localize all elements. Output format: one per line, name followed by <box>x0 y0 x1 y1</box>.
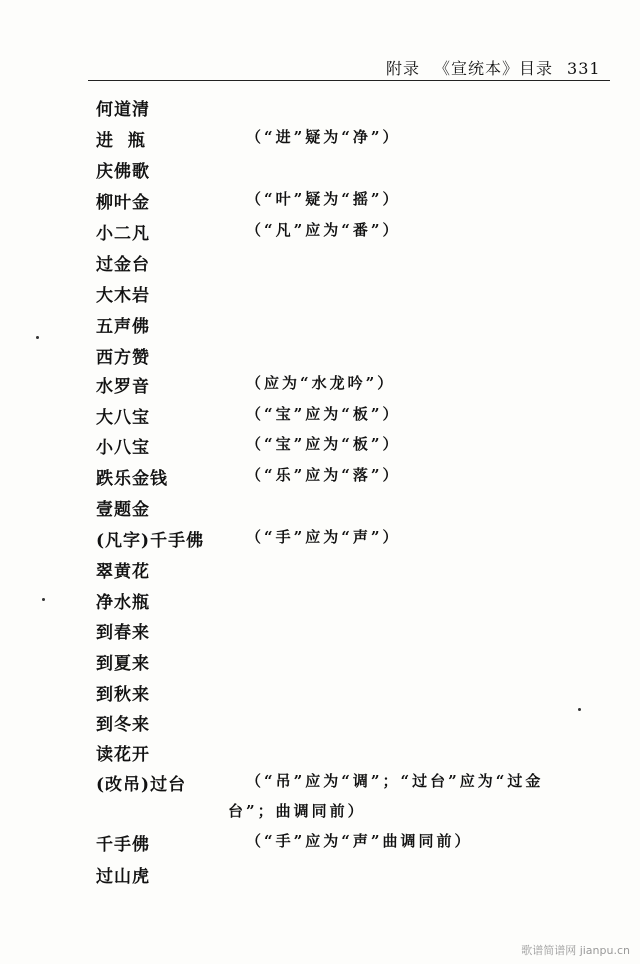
list-item <box>0 250 640 280</box>
tune-name: 跌乐金钱 <box>96 469 168 489</box>
tune-name: 水罗音 <box>96 377 150 397</box>
print-speck <box>36 336 39 339</box>
tune-note: （应为“水龙吟”） <box>246 374 396 392</box>
tune-name: 到秋来 <box>96 685 150 705</box>
tune-name: 五声佛 <box>96 317 150 337</box>
print-speck <box>578 708 581 711</box>
tune-name: 西方赞 <box>96 348 150 368</box>
list-item <box>0 126 640 156</box>
page-number: 331 <box>567 59 601 78</box>
list-item <box>0 526 640 556</box>
tune-note: （“手”应为“声”曲调同前） <box>246 832 473 850</box>
print-speck <box>42 598 45 601</box>
list-item <box>0 588 640 618</box>
tune-note: （“手”应为“声”） <box>246 528 401 546</box>
tune-note: （“凡”应为“番”） <box>246 221 401 239</box>
tune-name: (凡字)千手佛 <box>96 531 205 551</box>
tune-name: 大八宝 <box>96 408 150 428</box>
tune-name: 柳叶金 <box>96 193 150 213</box>
list-item <box>0 219 640 249</box>
tune-note: （“吊”应为“调”；“过台”应为“过金 <box>246 772 544 790</box>
tune-name: 读花开 <box>96 745 150 765</box>
list-item <box>0 618 640 648</box>
book-title: 《宣统本》目录 <box>434 59 554 78</box>
tune-name: 大木岩 <box>96 286 150 306</box>
tune-name: 净水瓶 <box>96 593 150 613</box>
tune-name: 千手佛 <box>96 835 150 855</box>
tune-name: 进 瓶 <box>96 131 146 151</box>
list-item <box>0 710 640 740</box>
tune-note: （“乐”应为“落”） <box>246 466 401 484</box>
list-item <box>0 862 640 892</box>
list-item <box>0 403 640 433</box>
tune-note: （“宝”应为“板”） <box>246 405 401 423</box>
list-item <box>0 464 640 494</box>
list-item <box>0 770 640 830</box>
tune-name: 到春来 <box>96 623 150 643</box>
running-head <box>386 56 601 79</box>
tune-note-continued: 台”；曲调同前） <box>228 802 366 820</box>
tune-name: 小八宝 <box>96 438 150 458</box>
list-item <box>0 343 640 373</box>
page-header <box>0 52 640 82</box>
list-item <box>0 830 640 860</box>
list-item <box>0 557 640 587</box>
list-item <box>0 281 640 311</box>
list-item <box>0 649 640 679</box>
tune-note: （“叶”疑为“摇”） <box>246 190 401 208</box>
tune-name: 到冬来 <box>96 715 150 735</box>
tune-name: 过金台 <box>96 255 150 275</box>
tune-note: （“宝”应为“板”） <box>246 435 401 453</box>
list-item <box>0 95 640 125</box>
list-item <box>0 495 640 525</box>
list-item <box>0 157 640 187</box>
tune-name: 过山虎 <box>96 867 150 887</box>
site-watermark: 歌谱简谱网 jianpu.cn <box>521 944 630 957</box>
tune-name: (改吊)过台 <box>96 775 187 795</box>
list-item <box>0 433 640 463</box>
list-item <box>0 188 640 218</box>
tune-name: 庆佛歌 <box>96 162 150 182</box>
tune-note: （“进”疑为“净”） <box>246 128 401 146</box>
tune-name: 翠黄花 <box>96 562 150 582</box>
list-item <box>0 372 640 402</box>
list-item <box>0 680 640 710</box>
list-item <box>0 312 640 342</box>
header-rule <box>88 80 610 81</box>
tune-name: 小二凡 <box>96 224 150 244</box>
tune-name: 何道清 <box>96 100 150 120</box>
tune-name: 到夏来 <box>96 654 150 674</box>
list-item <box>0 740 640 770</box>
tune-name: 壹题金 <box>96 500 150 520</box>
section-label: 附录 <box>386 59 421 78</box>
